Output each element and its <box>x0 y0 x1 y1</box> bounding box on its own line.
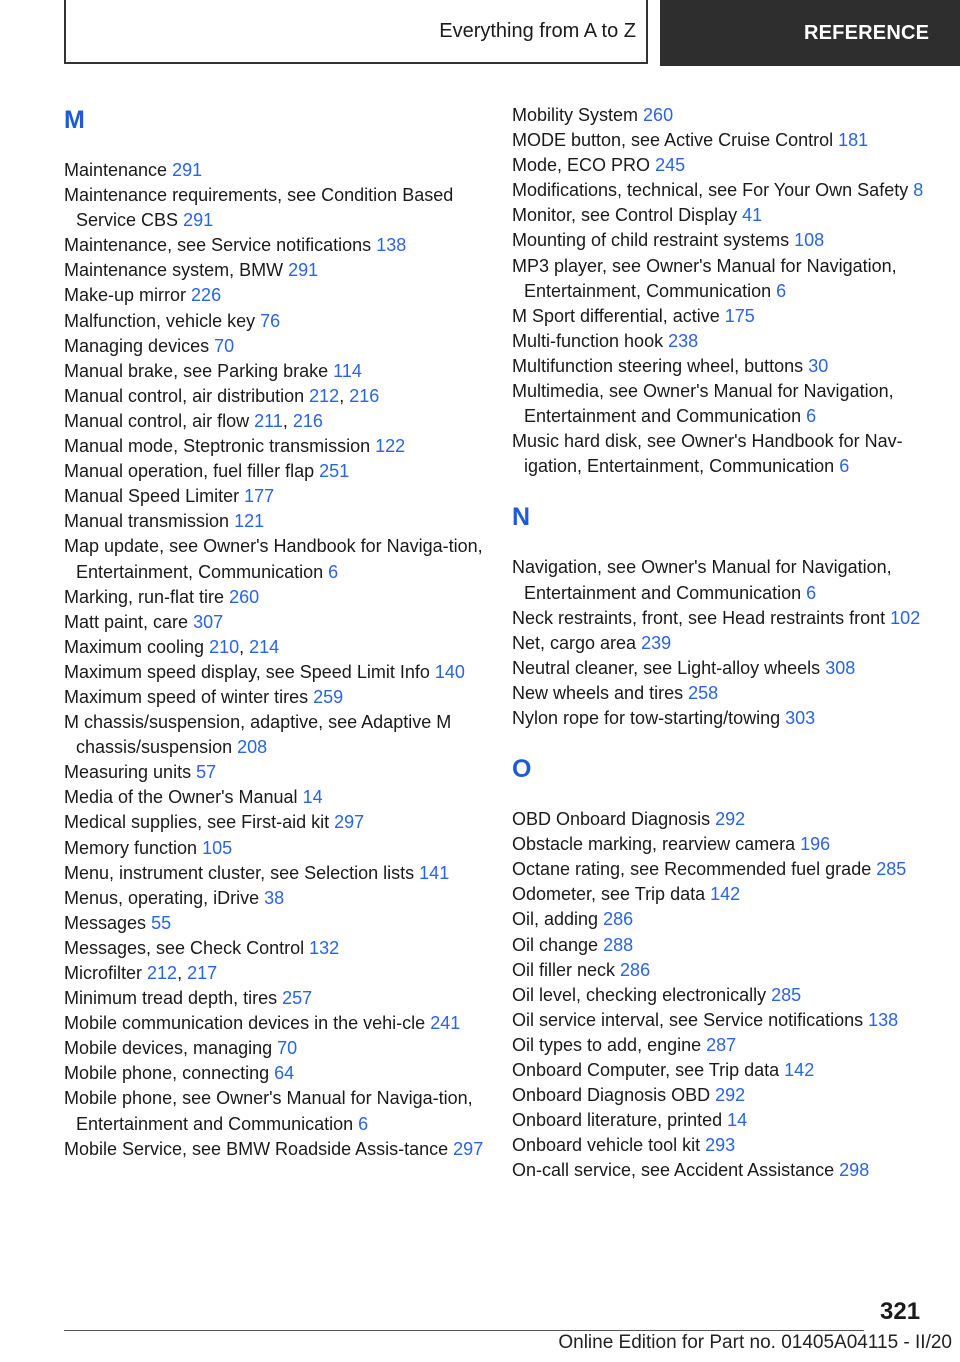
index-entry <box>512 228 932 253</box>
page-reference-link[interactable]: 287 <box>706 1034 737 1055</box>
page-reference-link[interactable]: 303 <box>785 707 816 728</box>
index-entry <box>512 983 932 1008</box>
page-reference-link[interactable]: 114 <box>333 360 362 381</box>
page-reference-link[interactable]: 132 <box>309 937 340 958</box>
page-reference-link[interactable]: 241 <box>430 1013 461 1034</box>
page-reference-link[interactable]: 260 <box>229 586 260 607</box>
index-entry: Microfilter 212, 217 <box>64 963 218 983</box>
index-entry-text: Manual mode, Steptronic transmission <box>64 436 371 457</box>
index-entry <box>512 329 932 354</box>
index-entry-text: Maintenance system, BMW <box>64 260 284 281</box>
page-reference-link[interactable]: 260 <box>643 105 674 125</box>
index-entry <box>512 304 932 329</box>
page-reference-link[interactable]: 214 <box>249 636 280 657</box>
index-entry <box>512 178 932 203</box>
index-entry-text: Malfunction, vehicle key <box>64 310 256 331</box>
index-entry <box>64 334 494 359</box>
page-reference-link[interactable]: 177 <box>244 486 275 507</box>
page-reference-link[interactable]: 142 <box>784 1060 815 1080</box>
page-reference-link[interactable]: 108 <box>794 230 825 251</box>
page-reference-link[interactable]: 216 <box>349 385 380 406</box>
index-entry <box>64 810 494 835</box>
page-reference-link[interactable]: 14 <box>727 1110 748 1131</box>
index-entry <box>512 681 932 706</box>
index-entry <box>512 958 932 983</box>
page-reference-link[interactable]: 257 <box>282 988 313 1009</box>
page-reference-link[interactable]: 212 <box>147 963 178 983</box>
index-entry <box>64 836 494 861</box>
index-entry-text: Maximum speed display, see Speed Limit Info <box>64 661 430 682</box>
index-entry <box>64 283 494 308</box>
index-entry <box>512 555 932 605</box>
index-entry: Maximum cooling 210, 214 <box>64 636 280 657</box>
index-entry <box>64 760 494 785</box>
index-entry <box>64 936 494 961</box>
page-reference-link[interactable]: 293 <box>705 1135 736 1156</box>
index-entry-text: Medical supplies, see First-aid kit <box>64 812 330 833</box>
index-entry <box>512 907 932 932</box>
index-column-right <box>512 103 932 1183</box>
page-reference-link[interactable]: 292 <box>715 809 746 830</box>
index-entry <box>64 1036 494 1061</box>
page-reference-link[interactable]: 64 <box>274 1063 295 1084</box>
index-entry-text: Memory function <box>64 837 198 858</box>
page-reference-link[interactable]: 138 <box>868 1009 899 1030</box>
page-reference-link[interactable]: 57 <box>196 762 217 783</box>
index-entry-text: MP3 player, see Owner's Manual for Navigation, Entertainment, Communication <box>512 255 897 301</box>
index-entry <box>512 706 932 731</box>
page-reference-link[interactable]: 286 <box>603 909 634 930</box>
page-reference-link[interactable]: 288 <box>603 934 634 955</box>
index-entry-text: Onboard Diagnosis OBD <box>512 1085 711 1106</box>
page-reference-link[interactable]: 6 <box>358 1113 369 1134</box>
index-entry-text: Neck restraints, front, see Head restraints front <box>512 607 886 628</box>
page-reference-link[interactable]: 297 <box>334 812 365 833</box>
page-reference-link[interactable]: 138 <box>376 235 407 256</box>
index-entry-text: Manual brake, see Parking brake <box>64 360 329 381</box>
page-reference-link[interactable]: 175 <box>724 305 755 326</box>
index-entry <box>512 103 932 128</box>
section-letter-heading: M <box>64 106 85 134</box>
page-reference-link[interactable]: 238 <box>668 330 699 351</box>
page-reference-link[interactable]: 6 <box>806 406 817 427</box>
index-entry <box>512 354 932 379</box>
index-entry <box>64 610 494 635</box>
index-entry <box>512 606 932 631</box>
index-entry <box>64 459 494 484</box>
index-entry-text: Multi-function hook <box>512 330 664 351</box>
index-entry-text: M chassis/suspension, adaptive, see Adaptive M chassis/suspension <box>64 712 452 758</box>
index-entry-text: OBD Onboard Diagnosis <box>512 809 711 830</box>
index-entry-text: Maintenance requirements, see Condition Based Service CBS <box>64 185 454 231</box>
index-entry-text: Modifications, technical, see For Your Own Safety <box>512 180 909 201</box>
page-reference-link[interactable]: 217 <box>187 963 218 983</box>
index-entry-text: Matt paint, care <box>64 611 189 632</box>
index-entry <box>512 1133 932 1158</box>
page-reference-link[interactable]: 41 <box>742 205 763 226</box>
index-entry-text: Monitor, see Control Display <box>512 205 738 226</box>
index-entry <box>64 660 494 685</box>
index-entry-text: Mobile phone, connecting <box>64 1063 270 1084</box>
page-reference-link[interactable]: 6 <box>776 280 787 301</box>
section-title: Everything from A to Z <box>439 19 636 42</box>
index-entry-text: Oil level, checking electronically <box>512 984 767 1005</box>
page-reference-link[interactable]: 142 <box>710 884 741 905</box>
index-entry-text: Neutral cleaner, see Light-alloy wheels <box>512 657 821 678</box>
index-entry <box>64 233 494 258</box>
page-reference-link[interactable]: 259 <box>313 686 344 707</box>
index-entry <box>512 1158 932 1183</box>
page-reference-link[interactable]: 181 <box>838 130 869 151</box>
index-entry <box>512 857 932 882</box>
index-entry-text: Minimum tread depth, tires <box>64 988 278 1009</box>
index-entry <box>512 1033 932 1058</box>
index-entry <box>64 1086 494 1136</box>
chapter-label: REFERENCE <box>804 21 930 44</box>
index-entry <box>64 258 494 283</box>
index-entry <box>64 1061 494 1086</box>
index-entry <box>64 1137 494 1162</box>
index-entry-text: Odometer, see Trip data <box>512 884 706 905</box>
page-reference-link[interactable]: 291 <box>172 160 203 180</box>
index-entry-text: M Sport differential, active <box>512 305 720 326</box>
index-entry-text: Marking, run-flat tire <box>64 586 225 607</box>
page-reference-link[interactable]: 286 <box>620 959 651 980</box>
index-entry <box>512 1083 932 1108</box>
page-reference-link[interactable]: 212 <box>309 385 340 406</box>
index-entry-text: Oil change <box>512 934 599 955</box>
page-reference-link[interactable]: 6 <box>806 582 817 603</box>
page-reference-link[interactable]: 70 <box>214 335 235 356</box>
chapter-tab <box>660 0 960 66</box>
page-reference-link[interactable]: 121 <box>234 511 265 532</box>
page-reference-link[interactable]: 291 <box>183 210 214 231</box>
page-reference-link[interactable]: 285 <box>876 859 907 880</box>
page-reference-link[interactable]: 102 <box>890 607 921 628</box>
page-reference-link[interactable]: 196 <box>800 834 831 855</box>
index-entry-text: Onboard literature, printed <box>512 1110 723 1131</box>
index-entry <box>512 379 932 429</box>
index-entry <box>64 785 494 810</box>
index-entry-text: Map update, see Owner's Handbook for Naviga-tion, Entertainment, Communication <box>64 536 483 582</box>
page-reference-link[interactable]: 298 <box>839 1160 870 1181</box>
index-entry <box>512 807 932 832</box>
index-entry <box>64 309 494 334</box>
index-entry: Manual control, air flow 211, 216 <box>64 410 323 431</box>
index-entry <box>64 911 494 936</box>
page-reference-link[interactable]: 251 <box>319 461 350 482</box>
index-entry-text: Octane rating, see Recommended fuel grade <box>512 859 872 880</box>
page-reference-link[interactable]: 55 <box>151 912 172 933</box>
index-entry-text: Oil, adding <box>512 909 599 930</box>
index-entry-text: Mobile communication devices in the vehi-cle <box>64 1013 426 1034</box>
page-reference-link[interactable]: 70 <box>277 1038 298 1059</box>
index-entry-text: Manual control, air distribution <box>64 385 305 406</box>
section-title-tab <box>64 0 648 64</box>
page-reference-link[interactable]: 38 <box>264 887 285 908</box>
index-entry <box>64 484 494 509</box>
index-entry <box>64 685 494 710</box>
index-entry-text: Microfilter <box>64 963 143 983</box>
page-reference-link[interactable]: 297 <box>453 1138 484 1159</box>
index-entry <box>512 203 932 228</box>
index-entry <box>512 631 932 656</box>
index-entry-text: Mounting of child restraint systems <box>512 230 790 251</box>
page-reference-link[interactable]: 6 <box>839 456 850 477</box>
index-entry-text: Net, cargo area <box>512 632 637 653</box>
index-entry-text: Maximum speed of winter tires <box>64 686 309 707</box>
index-entry-text: Managing devices <box>64 335 210 356</box>
index-entry-text: Multifunction steering wheel, buttons <box>512 355 804 376</box>
page-reference-link[interactable]: 291 <box>288 260 319 281</box>
index-entry-text: Multimedia, see Owner's Manual for Navigation, Entertainment and Communication <box>512 381 894 427</box>
page-reference-link[interactable]: 76 <box>260 310 281 331</box>
index-entry-text: Oil service interval, see Service notifications <box>512 1009 864 1030</box>
page-reference-link[interactable]: 141 <box>419 862 450 883</box>
index-entry <box>512 128 932 153</box>
page-reference-link[interactable]: 208 <box>237 737 268 758</box>
page-reference-link[interactable]: 105 <box>202 837 233 858</box>
index-entry-text: New wheels and tires <box>512 682 684 703</box>
index-entry-text: Make-up mirror <box>64 285 187 306</box>
index-entry <box>512 1058 932 1083</box>
index-entry-text: Mobility System <box>512 105 639 125</box>
index-entry: Manual control, air distribution 212, 216 <box>64 385 380 406</box>
index-entry-text: Maintenance, see Service notifications <box>64 235 372 256</box>
page-reference-link[interactable]: 8 <box>913 180 924 201</box>
index-entry <box>512 656 932 681</box>
index-entry <box>512 254 932 304</box>
index-entry <box>64 585 494 610</box>
index-entry-text: Maintenance <box>64 160 168 180</box>
page-reference-link[interactable]: 307 <box>193 611 224 632</box>
index-entry-text: Manual Speed Limiter <box>64 486 240 507</box>
index-entry-text: Navigation, see Owner's Manual for Navigation, Entertainment and Communication <box>512 557 892 603</box>
index-entry-text: Media of the Owner's Manual <box>64 787 298 808</box>
index-entry <box>64 183 494 233</box>
index-column-left <box>64 103 494 1162</box>
index-entry-text: Nylon rope for tow-starting/towing <box>512 707 781 728</box>
page-reference-link[interactable]: 30 <box>808 355 829 376</box>
index-entry-text: Manual control, air flow <box>64 410 250 431</box>
index-entry <box>512 1108 932 1133</box>
footer-edition-text: Online Edition for Part no. 01405A04115 - II/20 <box>558 1332 952 1353</box>
page-reference-link[interactable]: 245 <box>655 155 686 176</box>
footer-divider <box>64 1330 864 1331</box>
index-entry <box>64 986 494 1011</box>
index-entry <box>512 933 932 958</box>
index-entry-text: Messages <box>64 912 147 933</box>
index-entry-text: Oil filler neck <box>512 959 616 980</box>
index-entry <box>512 1008 932 1033</box>
index-entry <box>512 429 932 479</box>
page-reference-link[interactable]: 292 <box>715 1085 746 1106</box>
index-entry <box>64 434 494 459</box>
page-reference-link[interactable]: 258 <box>688 682 719 703</box>
page-reference-link[interactable]: 210 <box>209 636 240 657</box>
index-entry <box>512 153 932 178</box>
index-entry-text: Obstacle marking, rearview camera <box>512 834 796 855</box>
index-entry-text: Music hard disk, see Owner's Handbook for Nav-igation, Entertainment, Communication <box>512 431 903 477</box>
page-reference-link[interactable]: 140 <box>434 661 465 682</box>
index-entry <box>64 509 494 534</box>
index-entry <box>64 710 494 760</box>
index-entry-text: Menus, operating, iDrive <box>64 887 260 908</box>
page-reference-link[interactable]: 122 <box>375 436 406 457</box>
index-entry-text: MODE button, see Active Cruise Control <box>512 130 834 151</box>
page-number: 321 <box>880 1298 921 1325</box>
page-reference-link[interactable]: 14 <box>302 787 323 808</box>
index-entry-text: Oil types to add, engine <box>512 1034 702 1055</box>
page-reference-link[interactable]: 6 <box>328 561 339 582</box>
index-entry-text: Onboard Computer, see Trip data <box>512 1060 780 1080</box>
index-entry <box>64 158 494 183</box>
index-entry <box>64 534 494 584</box>
index-entry-text: Menu, instrument cluster, see Selection lists <box>64 862 415 883</box>
index-entry <box>64 1011 494 1036</box>
section-letter-heading: N <box>512 503 531 532</box>
section-letter-heading: O <box>512 755 532 784</box>
index-entry <box>64 861 494 886</box>
page-reference-link[interactable]: 308 <box>825 657 856 678</box>
index-entry <box>64 886 494 911</box>
page-reference-link[interactable]: 211 <box>254 410 283 431</box>
index-entry-text: Manual transmission <box>64 511 230 532</box>
index-entry-text: Mobile Service, see BMW Roadside Assis-tance <box>64 1138 449 1159</box>
index-entry-text: Manual operation, fuel filler flap <box>64 461 315 482</box>
index-entry-text: Maximum cooling <box>64 636 205 657</box>
index-entry-text: Mode, ECO PRO <box>512 155 651 176</box>
index-entry-text: On-call service, see Accident Assistance <box>512 1160 835 1181</box>
page-reference-link[interactable]: 216 <box>292 410 323 431</box>
index-entry-text: Measuring units <box>64 762 192 783</box>
index-entry <box>512 832 932 857</box>
index-entry-text: Mobile phone, see Owner's Manual for Naviga-tion, Entertainment and Communication <box>64 1088 473 1134</box>
page-reference-link[interactable]: 239 <box>641 632 672 653</box>
index-entry <box>512 882 932 907</box>
index-entry-text: Messages, see Check Control <box>64 937 305 958</box>
index-entry-text: Onboard vehicle tool kit <box>512 1135 701 1156</box>
index-entry-text: Mobile devices, managing <box>64 1038 273 1059</box>
page-reference-link[interactable]: 226 <box>191 285 222 306</box>
page-reference-link[interactable]: 285 <box>771 984 802 1005</box>
index-entry <box>64 359 494 384</box>
